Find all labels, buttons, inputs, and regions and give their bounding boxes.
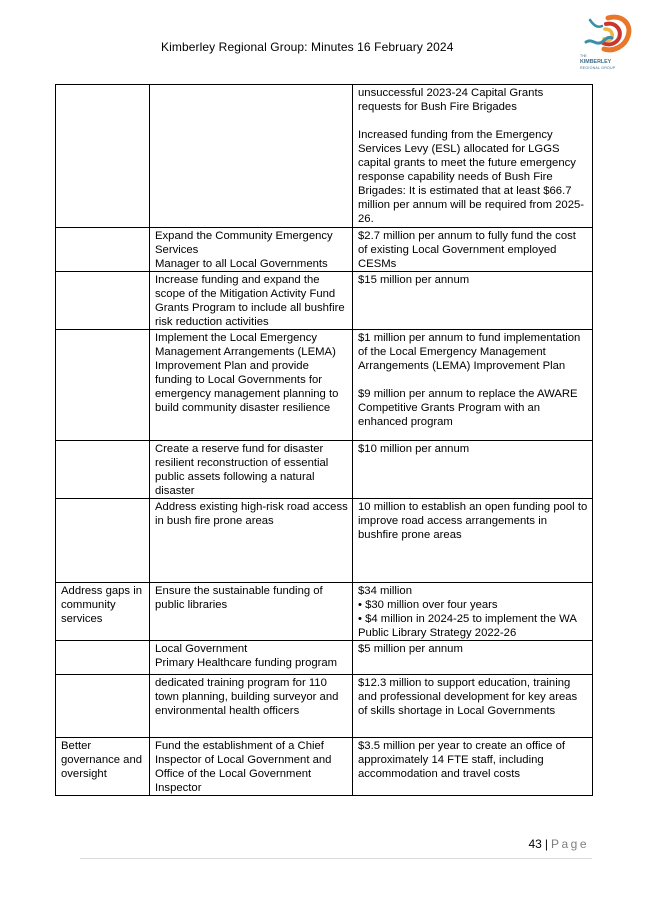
category-cell <box>56 499 150 583</box>
kimberley-logo-text <box>580 53 632 71</box>
footer-divider <box>80 858 592 859</box>
category-cell <box>56 85 150 228</box>
table-row <box>56 583 593 641</box>
table-row <box>56 499 593 583</box>
category-cell <box>56 583 150 641</box>
cell-text: Ensure the sustainable funding of public libraries <box>155 585 323 611</box>
cell-text: $5 million per annum <box>358 643 463 655</box>
action-cell <box>150 272 353 330</box>
cell-text: Increased funding from the Emergency Services Levy (ESL) allocated for LGGS capital grants to meet the future emergency response capability needs of Bush Fire Brigades: It is estimated that at least $66.7 million per annum will be required from 2025-26. <box>358 129 585 225</box>
funding-cell <box>353 583 593 641</box>
cell-text: Local Government <box>155 643 248 655</box>
minutes-table <box>55 84 593 796</box>
table-row <box>56 85 593 228</box>
funding-cell <box>353 738 593 796</box>
funding-cell <box>353 641 593 675</box>
table-row <box>56 738 593 796</box>
funding-cell <box>353 675 593 738</box>
funding-cell <box>353 228 593 272</box>
category-cell <box>56 441 150 499</box>
cell-text: $10 million per annum <box>358 443 470 455</box>
funding-cell <box>353 85 593 228</box>
action-cell <box>150 641 353 675</box>
cell-text: Address gaps in community services <box>61 585 143 625</box>
action-cell <box>150 499 353 583</box>
funding-cell <box>353 499 593 583</box>
category-cell <box>56 738 150 796</box>
cell-text: $34 million <box>358 585 413 597</box>
cell-text: $1 million per annum to fund implementation of the Local Emergency Management Arrangements (LEMA) Improvement Plan <box>358 332 581 372</box>
action-cell <box>150 738 353 796</box>
cell-text: Better governance and oversight <box>61 740 143 780</box>
action-cell <box>150 675 353 738</box>
cell-text: Expand the Community Emergency Services <box>155 230 333 256</box>
cell-text: 10 million to establish an open funding pool to improve road access arrangements in bushfire prone areas <box>358 501 588 541</box>
table-row <box>56 228 593 272</box>
action-cell <box>150 583 353 641</box>
action-cell <box>150 85 353 228</box>
cell-text: $3.5 million per year to create an office of approximately 14 FTE staff, including accommodation and travel costs <box>358 740 566 780</box>
page-number-footer <box>528 837 589 851</box>
logo-name-text: KIMBERLEY <box>580 59 612 65</box>
cell-text: Primary Healthcare funding program <box>155 657 338 669</box>
minutes-table-body <box>56 85 593 796</box>
page-separator: | <box>544 837 548 851</box>
funding-cell <box>353 441 593 499</box>
cell-text: Fund the establishment of a Chief Inspector of Local Government and Office of the Local Government Inspector <box>155 740 332 794</box>
action-cell <box>150 330 353 441</box>
funding-cell <box>353 330 593 441</box>
category-cell <box>56 272 150 330</box>
cell-text: • $4 million in 2024-25 to implement the WA Public Library Strategy 2022-26 <box>358 613 577 639</box>
cell-text: unsuccessful 2023-24 Capital Grants requests for Bush Fire Brigades <box>358 87 544 113</box>
page-header-title: Kimberley Regional Group: Minutes 16 February 2024 <box>161 40 454 54</box>
cell-text: $9 million per annum to replace the AWARE Competitive Grants Program with an enhanced program <box>358 388 578 428</box>
category-cell <box>56 228 150 272</box>
table-row <box>56 330 593 441</box>
page-number: 43 <box>528 837 542 851</box>
logo-the-text: THE <box>580 54 587 58</box>
table-row <box>56 272 593 330</box>
logo-subtitle-text: REGIONAL GROUP <box>580 66 616 70</box>
cell-text: Manager to all Local Governments <box>155 258 328 270</box>
page-word: Page <box>550 837 589 851</box>
cell-text: Implement the Local Emergency Management Arrangements (LEMA) Improvement Plan and provide funding to Local Governments for <box>155 332 336 386</box>
table-row <box>56 675 593 738</box>
cell-text: $2.7 million per annum to fully fund the cost of existing Local Government employed CESMs <box>358 230 576 270</box>
cell-text <box>358 373 588 387</box>
cell-text: $15 million per annum <box>358 274 470 286</box>
category-cell <box>56 330 150 441</box>
category-cell <box>56 641 150 675</box>
table-row <box>56 441 593 499</box>
cell-text: Increase funding and expand the scope of the Mitigation Activity Fund Grants Program to include all bushfire risk reduction activities <box>155 274 345 328</box>
cell-text: • $30 million over four years <box>358 599 498 611</box>
action-cell <box>150 228 353 272</box>
action-cell <box>150 441 353 499</box>
cell-text: $12.3 million to support education, training and professional development for key areas of skills shortage in Local Governments <box>358 677 578 717</box>
cell-text <box>358 114 588 128</box>
cell-text: Create a reserve fund for disaster resilient reconstruction of essential public assets following a natural disaster <box>155 443 329 497</box>
table-row <box>56 641 593 675</box>
cell-text: Address existing high-risk road access in bush fire prone areas <box>155 501 348 527</box>
funding-cell <box>353 272 593 330</box>
cell-text: emergency management planning to build community disaster resilience <box>155 388 339 414</box>
category-cell <box>56 675 150 738</box>
cell-text: dedicated training program for 110 town planning, building surveyor and environmental health officers <box>155 677 339 717</box>
